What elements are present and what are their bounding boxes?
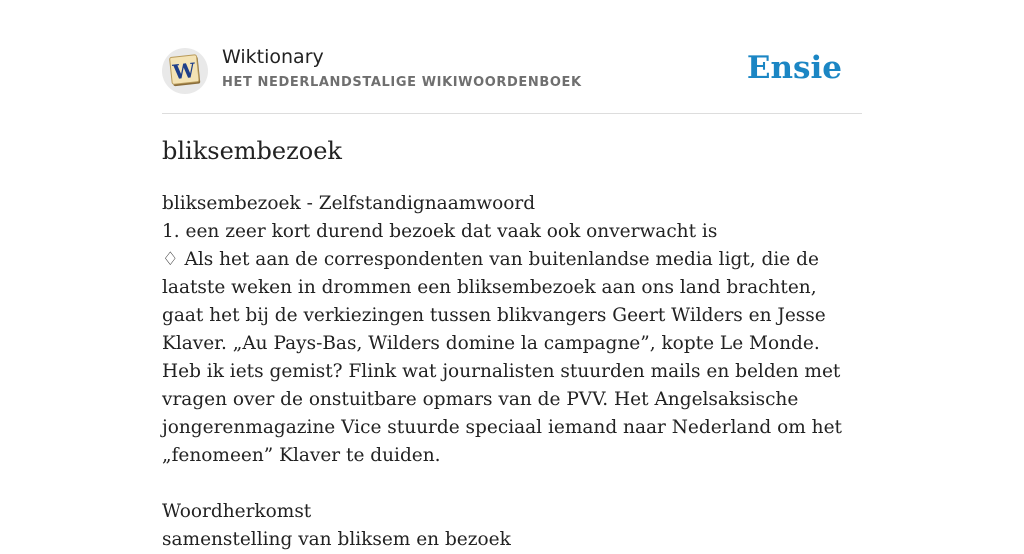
ensie-brand-logo[interactable]: Ensie bbox=[746, 50, 842, 86]
example-sentence: ♢ Als het aan de correspondenten van buitenlandse media ligt, die de laatste weken in drommen een bliksembezoek aan ons land brachten, gaat het bij de verkiezingen tussen blikvangers Geert Wilders en Jesse Klaver. „Au Pays-Bas, Wilders domine la campagne”, kopte Le Monde. Heb ik iets gemist? Flink wat journalisten stuurden mails en belden met vragen over de onstuitbare opmars van de PVV. Het Angelsaksische jongerenmagazine Vice stuurde speciaal iemand naar Nederland om het „fenomeen” Klaver te duiden. bbox=[162, 249, 842, 466]
definition: 1. een zeer kort durend bezoek dat vaak ook onverwacht is bbox=[162, 221, 718, 242]
spacer bbox=[162, 470, 862, 498]
etymology-heading: Woordherkomst bbox=[162, 501, 312, 522]
entry-content bbox=[162, 190, 862, 554]
header-divider bbox=[162, 113, 862, 114]
word-class-line: bliksembezoek - Zelfstandignaamwoord bbox=[162, 193, 536, 214]
etymology-text: samenstelling van bliksem en bezoek bbox=[162, 529, 511, 550]
wiktionary-tile-icon bbox=[167, 53, 203, 89]
site-title[interactable]: Wiktionary bbox=[222, 46, 324, 68]
word-title: bliksembezoek bbox=[162, 137, 342, 165]
header bbox=[162, 44, 862, 100]
wiktionary-logo[interactable] bbox=[162, 48, 208, 94]
logo-letter: W bbox=[171, 57, 197, 85]
site-subtitle: HET NEDERLANDSTALIGE WIKIWOORDENBOEK bbox=[222, 75, 582, 90]
